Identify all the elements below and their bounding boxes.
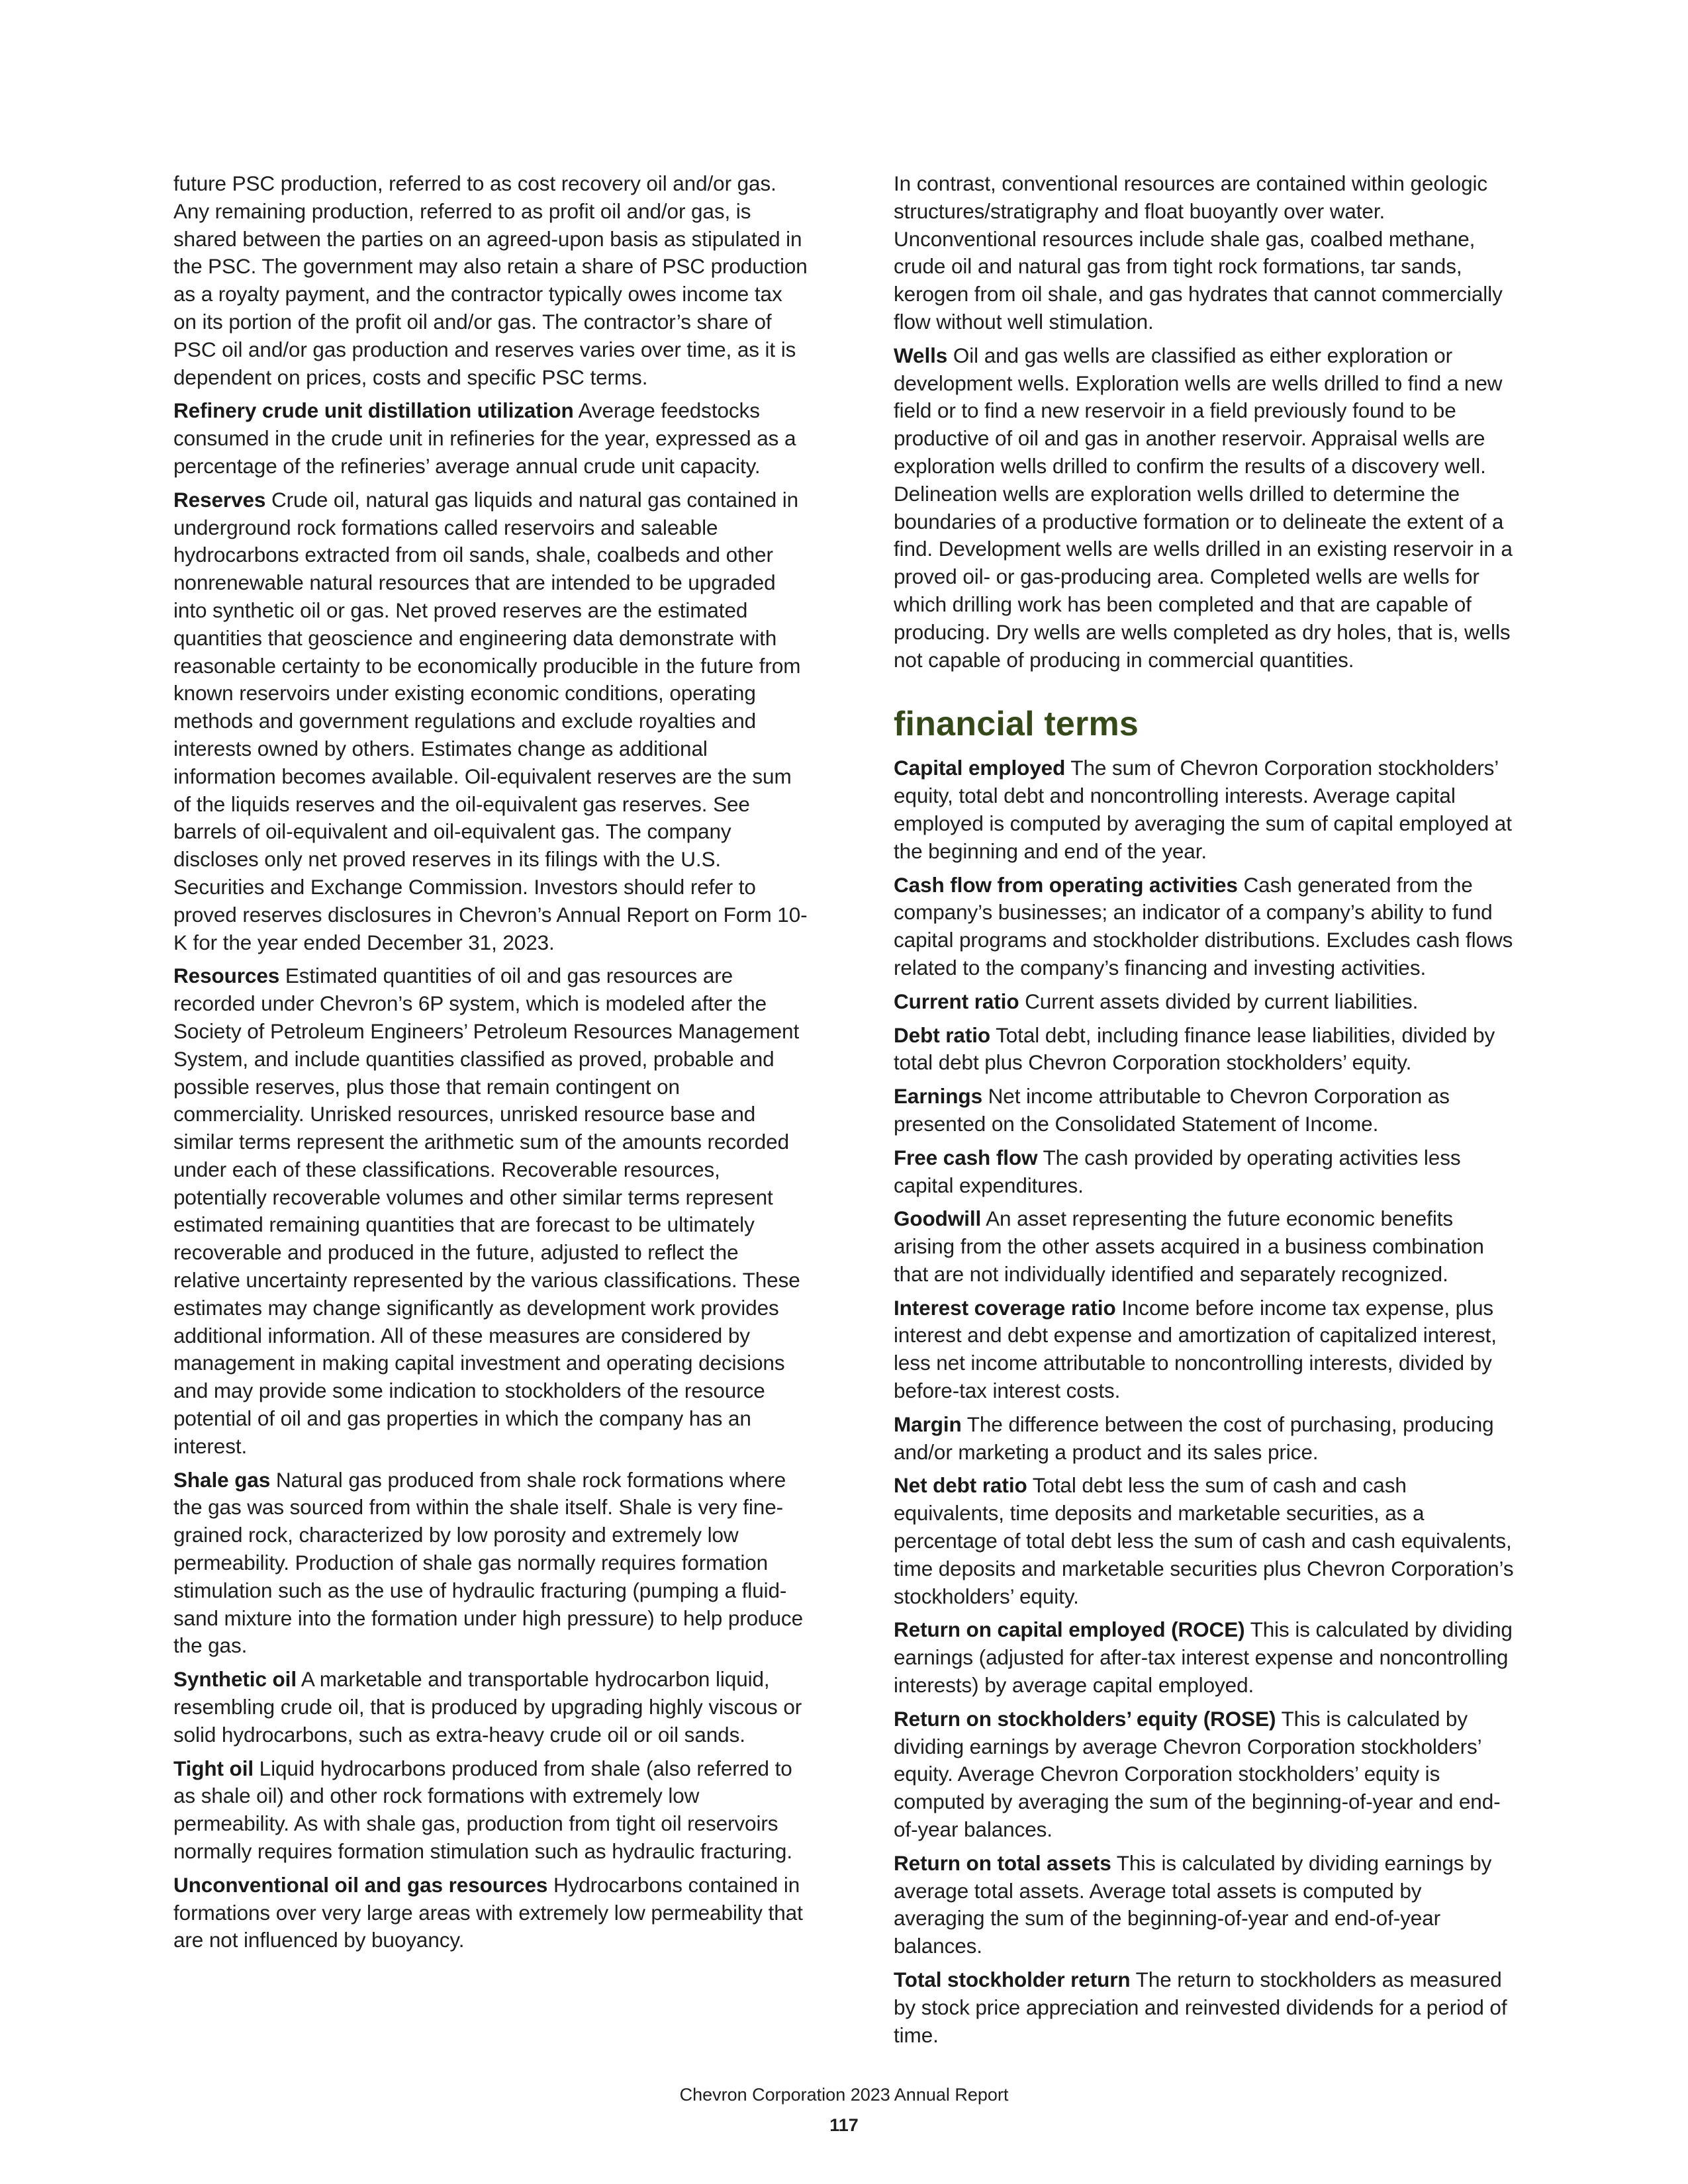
glossary-entry (894, 1411, 1516, 1467)
glossary-definition: Net income attributable to Chevron Corporation as presented on the Consolidated Statement of Income. (894, 1084, 1450, 1136)
glossary-definition: Income before income tax expense, plus interest and debt expense and amortization of capitalized interest, less net income attributable to noncontrolling interests, divided by before-tax interest costs. (894, 1295, 1497, 1403)
glossary-term: Unconventional oil and gas resources (173, 1872, 548, 1897)
glossary-entry (894, 1616, 1516, 1699)
glossary-definition: Natural gas produced from shale rock formations where the gas was sourced from within the shale itself. Shale is very fine-grained rock, characterized by low porosity and extremely low permeability. Production of shale gas normally requires formation stimulation such as the use of hydraulic fracturing (pumping a fluid-sand mixture into the formation under high pressure) to help produce the gas. (173, 1467, 803, 1658)
glossary-definition: This is calculated by dividing earnings (adjusted for after-tax interest expense and noncontrolling interests) by average capital employed. (894, 1617, 1513, 1698)
glossary-entry (894, 988, 1516, 1016)
glossary-definition: Crude oil, natural gas liquids and natural gas contained in underground rock formations called reservoirs and saleable hydrocarbons extracted from oil sands, shale, coalbeds and other nonrenewable natural resources that are intended to be upgraded into synthetic oil or gas. Net proved reserves are the estimated quantities that geoscience and engineering data demonstrate with reasonable certainty to be economically producible in the future from known reservoirs under existing economic conditions, operating methods and government regulations and exclude royalties and interests owned by others. Estimates change as additional information becomes available. Oil-equivalent reserves are the sum of the liquids reserves and the oil-equivalent gas reserves. See barrels of oil-equivalent and oil-equivalent gas. The company discloses only net proved reserves in its filings with the U.S. Securities and Exchange Commission. Investors should refer to proved reserves disclosures in Chevron’s Annual Report on Form 10-K for the year ended December 31, 2023. (173, 487, 808, 954)
glossary-definition: An asset representing the future economic benefits arising from the other assets acquired in a business combination that are not individually identified and separately recognized. (894, 1206, 1484, 1286)
glossary-term: Resources (173, 964, 280, 988)
glossary-definition: The cash provided by operating activities less capital expenditures. (894, 1145, 1461, 1197)
left-column (173, 170, 809, 1960)
glossary-definition: Current assets divided by current liabilities. (1019, 989, 1419, 1013)
glossary-definition: The sum of Chevron Corporation stockholders’ equity, total debt and noncontrolling interests. Average capital employed is computed by averaging the sum of capital employed at the beginning and end of the year. (894, 756, 1512, 863)
glossary-term: Tight oil (173, 1756, 254, 1780)
glossary-term: Interest coverage ratio (894, 1295, 1116, 1320)
glossary-definition: Total debt, including finance lease liabilities, divided by total debt plus Chevron Corporation stockholders’ equity. (894, 1023, 1495, 1075)
footer-report-title: Chevron Corporation 2023 Annual Report (679, 2085, 1009, 2105)
glossary-term: Synthetic oil (173, 1667, 297, 1692)
glossary-term: Return on stockholders’ equity (ROSE) (894, 1706, 1276, 1731)
glossary-term: Return on capital employed (ROCE) (894, 1617, 1245, 1642)
glossary-entry (894, 1706, 1516, 1844)
glossary-entry (173, 170, 809, 391)
glossary-term: Wells (894, 343, 948, 367)
glossary-entry (173, 1666, 809, 1749)
right-column (894, 170, 1516, 2055)
section-title: financial terms (894, 705, 1139, 744)
glossary-definition: Estimated quantities of oil and gas resources are recorded under Chevron’s 6P system, which is modeled after the Society of Petroleum Engineers’ Petroleum Resources Management System, and include quantities classified as proved, probable and possible reserves, plus those that remain contingent on commerciality. Unrisked resources, unrisked resource base and similar terms represent the arithmetic sum of the amounts recorded under each of these classifications. Recoverable resources, potentially recoverable volumes and other similar terms represent estimated remaining quantities that are forecast to be ultimately recoverable and produced in the future, adjusted to reflect the relative uncertainty represented by the various classifications. These estimates may change significantly as development work provides additional information. All of these measures are considered by management in making capital investment and operating decisions and may provide some indication to stockholders of the resource potential of oil and gas properties in which the company has an interest. (173, 964, 800, 1458)
glossary-entry (894, 342, 1516, 674)
glossary-definition: future PSC production, referred to as cost recovery oil and/or gas. Any remaining production, referred to as profit oil and/or gas, is shared between the parties on an agreed-upon basis as stipulated in the PSC. The government may also retain a share of PSC production as a royalty payment, and the contractor typically owes income tax on its portion of the profit oil and/or gas. The contractor’s share of PSC oil and/or gas production and reserves varies over time, as it is dependent on prices, costs and specific PSC terms. (173, 171, 808, 389)
glossary-entry (894, 1144, 1516, 1200)
glossary-definition: In contrast, conventional resources are contained within geologic structures/stratigraphy and float buoyantly over water. Unconventional resources include shale gas, coalbed methane, crude oil and natural gas from tight rock formations, tar sands, kerogen from oil shale, and gas hydrates that cannot commercially flow without well stimulation. (894, 171, 1503, 334)
glossary-definition: This is calculated by dividing earnings by average total assets. Average total assets is computed by averaging the sum of the beginning-of-year and end-of-year balances. (894, 1850, 1492, 1958)
glossary-definition: This is calculated by dividing earnings by average Chevron Corporation stockholders’ equity. Average Chevron Corporation stockholders’ equity is computed by averaging the sum of the beginning-of-year and end-of-year balances. (894, 1706, 1501, 1842)
glossary-entry (894, 1966, 1516, 2049)
glossary-entry (894, 872, 1516, 982)
glossary-entry (894, 754, 1516, 865)
glossary-term: Free cash flow (894, 1145, 1038, 1169)
glossary-definition: The return to stockholders as measured by stock price appreciation and reinvested dividends for a period of time. (894, 1968, 1507, 2047)
glossary-term: Current ratio (894, 989, 1019, 1013)
glossary-entry (894, 1472, 1516, 1610)
glossary-term: Reserves (173, 487, 266, 512)
footer-page-number: 117 (829, 2115, 859, 2135)
glossary-entry (894, 1295, 1516, 1405)
glossary-definition: The difference between the cost of purchasing, producing and/or marketing a product and its sales price. (894, 1412, 1494, 1464)
glossary-entry (173, 397, 809, 480)
glossary-entry (894, 1850, 1516, 1960)
glossary-definition: Average feedstocks consumed in the crude unit in refineries for the year, expressed as a percentage of the refineries’ average annual crude unit capacity. (173, 398, 796, 478)
glossary-entry (173, 962, 809, 1460)
glossary-definition: Hydrocarbons contained in formations over very large areas with extremely low permeability that are not influenced by buoyancy. (173, 1872, 803, 1952)
glossary-term: Total stockholder return (894, 1968, 1131, 1992)
glossary-definition: Oil and gas wells are classified as either exploration or development wells. Exploration wells are wells drilled to find a new field or to find a new reservoir in a field previously found to be productive of oil and gas in another reservoir. Appraisal wells are exploration wells drilled to confirm the results of a discovery well. Delineation wells are exploration wells drilled to determine the boundaries of a productive formation or to delineate the extent of a find. Development wells are wells drilled in an existing reservoir in a proved oil- or gas-producing area. Completed wells are wells for which drilling work has been completed and that are capable of producing. Dry wells are wells completed as dry holes, that is, wells not capable of producing in commercial quantities. (894, 343, 1513, 672)
glossary-definition: Total debt less the sum of cash and cash equivalents, time deposits and marketable securities, as a percentage of total debt less the sum of cash and cash equivalents, time deposits and marketable securities plus Chevron Corporation’s stockholders’ equity. (894, 1473, 1514, 1608)
glossary-definition: Liquid hydrocarbons produced from shale (also referred to as shale oil) and other rock formations with extremely low permeability. As with shale gas, production from tight oil reservoirs normally requires formation stimulation such as hydraulic fracturing. (173, 1756, 792, 1864)
glossary-definition: A marketable and transportable hydrocarbon liquid, resembling crude oil, that is produced by upgrading highly viscous or solid hydrocarbons, such as extra-heavy crude oil or oil sands. (173, 1667, 802, 1747)
glossary-entry (173, 486, 809, 957)
glossary-term: Earnings (894, 1084, 982, 1109)
glossary-term: Capital employed (894, 756, 1066, 780)
glossary-entry (894, 1205, 1516, 1288)
glossary-term: Margin (894, 1412, 962, 1436)
glossary-term: Net debt ratio (894, 1473, 1027, 1498)
glossary-term: Return on total assets (894, 1850, 1111, 1875)
glossary-term: Goodwill (894, 1206, 982, 1231)
glossary-definition: Cash generated from the company’s businesses; an indicator of a company’s ability to fund capital programs and stockholder distributions. Excludes cash flows related to the company’s financing and investing activities. (894, 872, 1513, 979)
glossary-term: Refinery crude unit distillation utilization (173, 398, 574, 423)
glossary-entry (173, 1872, 809, 1954)
glossary-term: Cash flow from operating activities (894, 872, 1238, 897)
glossary-entry (173, 1755, 809, 1866)
glossary-entry (173, 1467, 809, 1661)
glossary-entry (894, 170, 1516, 336)
glossary-entry (894, 1022, 1516, 1077)
glossary-term: Shale gas (173, 1467, 271, 1492)
glossary-entry (894, 1083, 1516, 1138)
glossary-term: Debt ratio (894, 1023, 991, 1047)
